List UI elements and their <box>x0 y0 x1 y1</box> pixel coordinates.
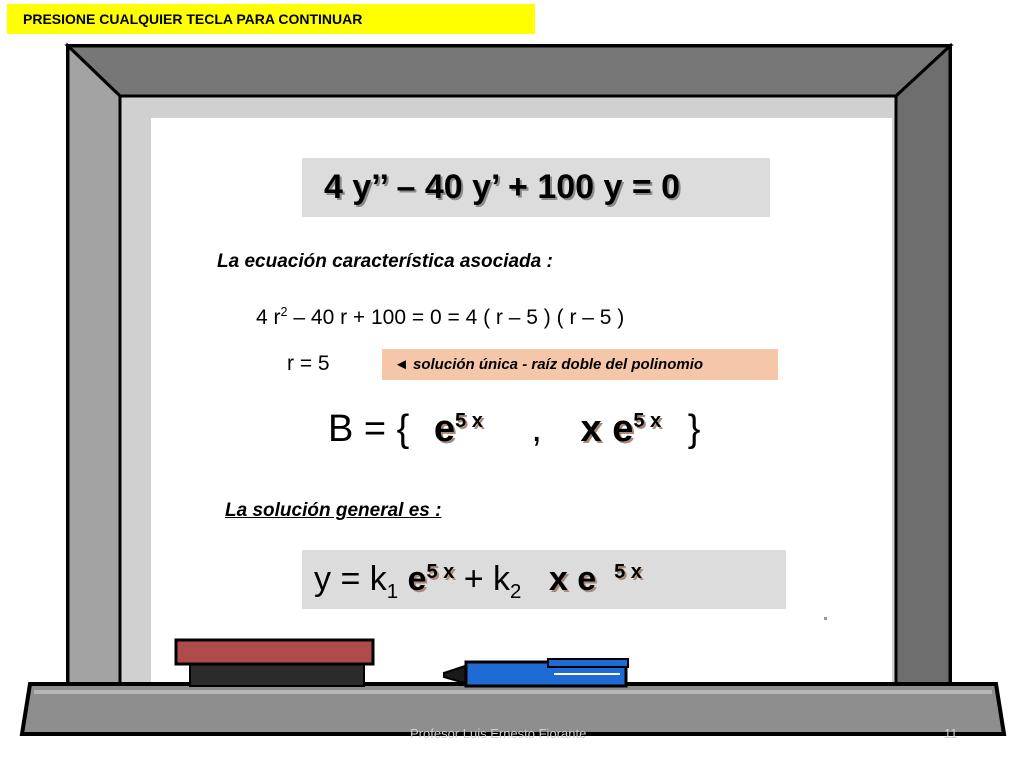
differential-equation: 4 y’’ – 40 y’ + 100 y = 0 <box>302 158 770 217</box>
eraser-top <box>176 640 373 664</box>
gs-xe: x e <box>548 560 597 598</box>
root-value: r = 5 <box>287 352 330 375</box>
basis-comma: , <box>531 408 542 450</box>
footer-author: Profesor Luis Ernesto Fiorante <box>410 726 587 741</box>
char-eq-part1: 4 r <box>256 306 281 329</box>
frame-bevel-right <box>896 46 950 700</box>
gs-sub1: 1 <box>386 580 399 603</box>
char-eq-part2: – 40 r + 100 = 0 = 4 ( r – 5 ) ( r – 5 ) <box>293 306 625 329</box>
gs-exp1: 5 x <box>426 561 455 583</box>
footer-page-number: 11 <box>944 726 958 741</box>
board-speck <box>824 617 827 620</box>
gs-y-k: y = k <box>314 560 387 598</box>
basis-open: B = { <box>328 408 410 450</box>
marker-icon <box>444 659 628 686</box>
basis-exp2: 5 x <box>633 410 662 432</box>
characteristic-label: La ecuación característica asociada : <box>217 251 553 272</box>
basis-exp1: 5 x <box>455 410 483 432</box>
general-solution <box>314 560 642 604</box>
gs-e1: e <box>407 560 427 598</box>
continue-banner[interactable]: PRESIONE CUALQUIER TECLA PARA CONTINUAR <box>7 4 535 34</box>
frame-bevel-left <box>68 46 120 700</box>
basis-e1: e <box>433 408 456 450</box>
basis-xe: x e <box>580 408 634 450</box>
gs-sub2: 2 <box>510 580 522 603</box>
characteristic-equation <box>256 305 624 330</box>
frame-bevel-top <box>68 46 950 96</box>
general-solution-label: La solución general es : <box>225 500 442 521</box>
solution-note: ◄ solución única - raíz doble del polinomio <box>382 349 778 380</box>
char-eq-exponent: 2 <box>280 305 288 319</box>
gs-exp2: 5 x <box>614 561 642 583</box>
basis-set <box>328 408 700 451</box>
basis-close: } <box>687 408 701 450</box>
gs-plus-k: + k <box>463 560 511 598</box>
